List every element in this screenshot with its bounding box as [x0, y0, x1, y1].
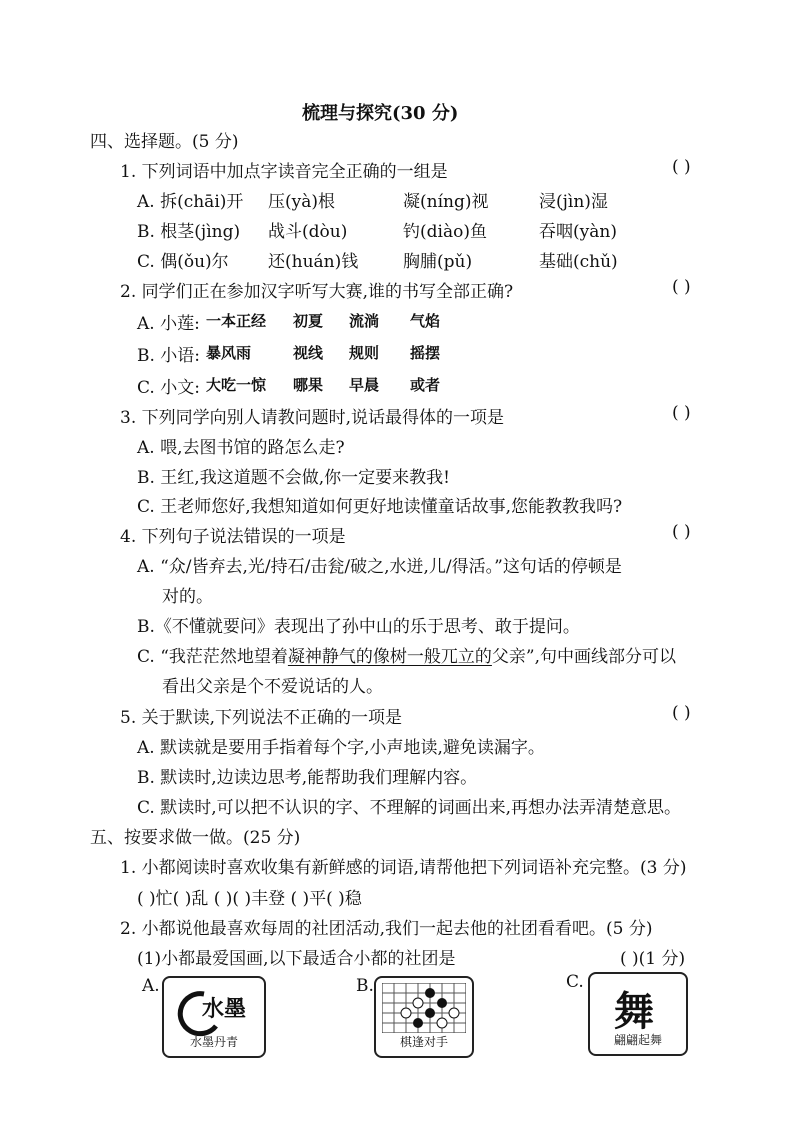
q2-a-label: A. 小莲:: [137, 314, 200, 334]
q4-c-pre: C. “我茫茫然地望着: [137, 647, 288, 667]
q2-b-word1: 暴风雨: [206, 344, 252, 362]
q4-option-c-line1: [137, 642, 676, 667]
q2-c-word3: 早晨: [349, 376, 380, 394]
club-c-stamp[interactable]: [588, 972, 688, 1056]
q2-a-word3: 流淌: [349, 312, 380, 330]
club-b-letter: B.: [356, 976, 374, 996]
q1-a-2: 压(yà)根: [268, 192, 336, 212]
s5-q2-sub1: (1)小都最爱国画,以下最适合小都的社团是: [137, 949, 456, 969]
q5-answer-blank[interactable]: ( ): [672, 703, 691, 723]
q5-option-c: C. 默读时,可以把不认识的字、不理解的词画出来,再想办法弄清楚意思。: [137, 798, 682, 818]
q2-b-word4: 摇摆: [410, 344, 441, 362]
club-a-stamp[interactable]: [162, 976, 266, 1058]
q5-option-a: A. 默读就是要用手指着每个字,小声地读,避免读漏字。: [137, 738, 545, 758]
q2-stem: 2. 同学们正在参加汉字听写大赛,谁的书写全部正确?: [120, 282, 514, 302]
go-board-icon: [382, 983, 466, 1033]
q2-c-label: C. 小文:: [137, 378, 200, 398]
q1-c-1: C. 偶(ǒu)尔: [137, 252, 229, 272]
q1-b-4: 吞咽(yàn): [539, 222, 617, 242]
q2-c-word4: 或者: [410, 376, 441, 394]
q1-a-3: 凝(níng)视: [403, 192, 489, 212]
q1-stem: 1. 下列词语中加点字读音完全正确的一组是: [120, 162, 448, 182]
q4-option-c-line2: 看出父亲是个不爱说话的人。: [162, 677, 383, 697]
q5-stem: 5. 关于默读,下列说法不正确的一项是: [120, 708, 403, 728]
q1-b-3: 钓(diào)鱼: [403, 222, 487, 242]
s5-q2-stem: 2. 小都说他最喜欢每周的社团活动,我们一起去他的社团看看吧。(5 分): [120, 919, 653, 939]
s5-q2-sub1-answer[interactable]: ( )(1 分): [620, 949, 686, 969]
q1-c-3: 胸脯(pǔ): [403, 252, 473, 272]
q4-stem: 4. 下列句子说法错误的一项是: [120, 527, 346, 547]
q1-a-4: 浸(jìn)湿: [539, 192, 608, 212]
club-c-caption: 翩翩起舞: [613, 1033, 662, 1047]
club-a-letter: A.: [142, 976, 160, 996]
q2-a-word2: 初夏: [293, 312, 324, 330]
q1-c-4: 基础(chǔ): [539, 252, 618, 272]
q2-c-word2: 哪果: [293, 376, 324, 394]
s5-q1-blanks[interactable]: ( )忙( )乱 ( )( )丰登 ( )平( )稳: [137, 889, 362, 909]
q2-b-word2: 视线: [293, 344, 324, 362]
s5-q1-stem: 1. 小都阅读时喜欢收集有新鲜感的词语,请帮他把下列词语补充完整。(3 分): [120, 858, 687, 878]
q4-c-post: 父亲”,句中画线部分可以: [491, 647, 677, 667]
q2-answer-blank[interactable]: ( ): [672, 277, 691, 297]
q2-c-word1: 大吃一惊: [206, 376, 267, 394]
q4-option-a-line2: 对的。: [162, 587, 213, 607]
q1-b-2: 战斗(dòu): [268, 222, 348, 242]
q2-a-word4: 气焰: [410, 312, 441, 330]
club-c-art: 舞: [614, 988, 654, 1035]
q4-answer-blank[interactable]: ( ): [672, 522, 691, 542]
q3-answer-blank[interactable]: ( ): [672, 403, 691, 423]
club-a-art: 水墨: [202, 996, 247, 1022]
q1-answer-blank[interactable]: ( ): [672, 157, 691, 177]
q2-b-label: B. 小语:: [137, 346, 201, 366]
q3-option-a: A. 喂,去图书馆的路怎么走?: [137, 438, 345, 458]
q3-option-b: B. 王红,我这道题不会做,你一定要来教我!: [137, 468, 450, 488]
club-a-caption: 水墨丹青: [189, 1035, 238, 1049]
club-b-caption: 棋逢对手: [399, 1035, 448, 1049]
q4-option-a-line1: A. “众/皆弃去,光/持石/击瓮/破之,水迸,儿/得活。”这句话的停顿是: [137, 557, 622, 577]
q1-c-2: 还(huán)钱: [268, 252, 359, 272]
section-4-heading: 四、选择题。(5 分): [90, 132, 239, 152]
club-b-stamp[interactable]: [374, 976, 474, 1058]
section-5-heading: 五、按要求做一做。(25 分): [90, 828, 301, 848]
q4-c-underlined: 凝神静气的像树一般兀立的: [287, 647, 492, 667]
q2-b-word3: 规则: [349, 344, 380, 362]
q3-option-c: C. 王老师您好,我想知道如何更好地读懂童话故事,您能教教我吗?: [137, 497, 623, 517]
q3-stem: 3. 下列同学向别人请教问题时,说话最得体的一项是: [120, 408, 505, 428]
club-c-letter: C.: [566, 972, 584, 992]
q2-a-word1: 一本正经: [206, 312, 267, 330]
q4-option-b: B.《不懂就要问》表现出了孙中山的乐于思考、敢于提问。: [137, 617, 580, 637]
q5-option-b: B. 默读时,边读边思考,能帮助我们理解内容。: [137, 768, 478, 788]
q1-b-1: B. 根茎(jìng): [137, 222, 241, 242]
page-title: 梳理与探究(30 分): [302, 103, 459, 124]
q1-a-1: A. 拆(chāi)开: [137, 192, 244, 212]
